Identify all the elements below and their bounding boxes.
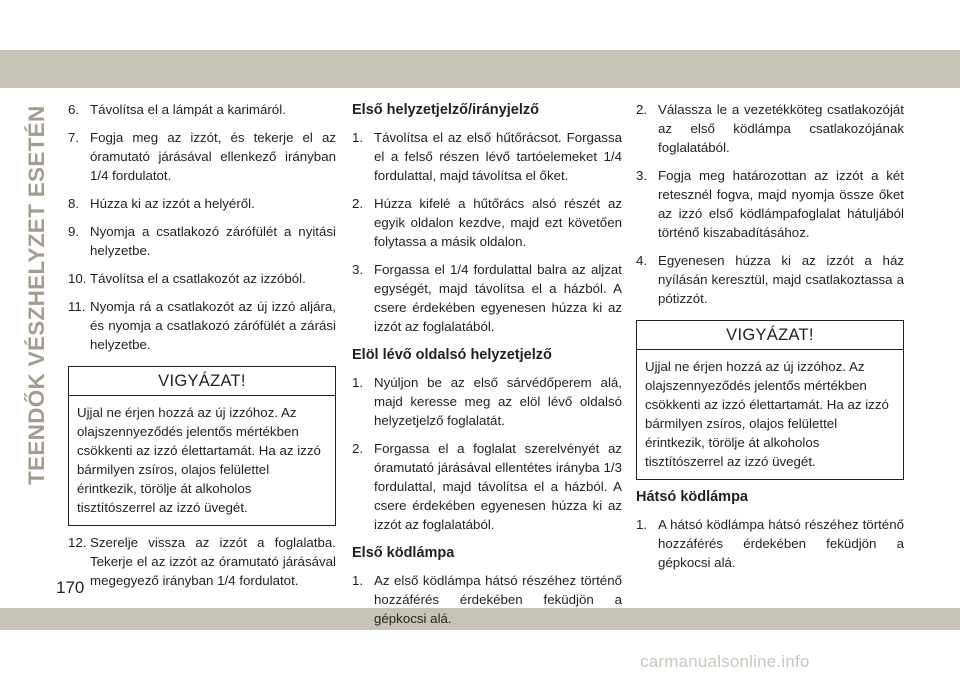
- list-item: 6. Távolítsa el a lámpát a karimáról.: [68, 102, 286, 117]
- section-heading: Első helyzetjelző/irányjelző: [352, 102, 539, 118]
- section-heading: Első ködlámpa: [352, 545, 455, 561]
- warning-title: VIGYÁZAT!: [69, 367, 335, 396]
- list-item: 1. A hátsó ködlámpa hátsó részéhez történő hozzáférés érdekében feküdjön a gépkocsi alá.: [636, 517, 904, 570]
- list-item: 2. Válassza le a vezetékköteg csatlakozóját az első ködlámpa csatlakozójának foglalatából.: [636, 102, 904, 155]
- list-item: 8. Húzza ki az izzót a helyéről.: [68, 196, 255, 211]
- list-item: 1. Nyúljon be az első sárvédőperem alá, majd keresse meg az elöl lévő oldalsó helyzetjelző foglalatát.: [352, 375, 622, 428]
- watermark-text: carmanualsonline.info: [640, 652, 810, 671]
- page-number: 170: [56, 578, 85, 597]
- list-item: 2. Forgassa el a foglalat szerelvényét az óramutató járásával ellentétes irányba 1/3 fordulattal, majd távolítsa el a házból. A csere érdekében egyenesen húzza ki az izzót az foglalatából.: [352, 441, 622, 532]
- list-item: 10. Távolítsa el a csatlakozót az izzóból.: [68, 271, 306, 286]
- list-item: 7. Fogja meg az izzót, és tekerje el az óramutató járásával ellenkező irányban 1/4 fordulatot.: [68, 130, 336, 183]
- warning-box: [636, 320, 904, 480]
- list-item: 3. Fogja meg határozottan az izzót a két retesznél fogva, majd nyomja össze őket az izzó első ködlámpafoglalat hátuljából történő kiszabadításához.: [636, 168, 904, 240]
- column-1: [68, 100, 336, 599]
- list-item: 11. Nyomja rá a csatlakozót az új izzó aljára, és nyomja a csatlakozó zárófülét a zárási helyzetbe.: [68, 299, 336, 352]
- list-item: 2. Húzza kifelé a hűtőrács alsó részét az egyik oldalon kezdve, majd ezt követően folytassa a másik oldalon.: [352, 196, 622, 249]
- list-item: 12. Szerelje vissza az izzót a foglalatba. Tekerje el az izzót az óramutató járásával megegyező irányban 1/4 fordulatot.: [68, 535, 336, 588]
- list-item: 4. Egyenesen húzza ki az izzót a ház nyílásán keresztül, majd csatlakoztassa a pótizzót.: [636, 253, 904, 306]
- warning-title: VIGYÁZAT!: [637, 321, 903, 350]
- list-item: 1. Az első ködlámpa hátsó részéhez történő hozzáférés érdekében feküdjön a gépkocsi alá.: [352, 573, 622, 626]
- section-heading: Elöl lévő oldalsó helyzetjelző: [352, 347, 552, 363]
- warning-box: [68, 366, 336, 526]
- header-band: [0, 50, 960, 88]
- column-2: [352, 100, 622, 637]
- warning-body: Ujjal ne érjen hozzá az új izzóhoz. Az olajszennyeződés jelentős mértékben csökkenti az izzó élettartamát. Ha az izzó bármilyen zsíros, olajos felülettel érintkezik, törölje át alkoholos tisztítószerrel az izzó üvegét.: [77, 405, 321, 515]
- column-3: [636, 100, 904, 581]
- section-heading: Hátsó ködlámpa: [636, 489, 748, 505]
- list-item: 1. Távolítsa el az első hűtőrácsot. Forgassa el a felső részen lévő tartóelemeket 1/4 fordulattal, majd távolítsa el őket.: [352, 130, 622, 183]
- section-side-title: TEENDŐK VÉSZHELYZET ESETÉN: [24, 105, 49, 485]
- list-item: 9. Nyomja a csatlakozó zárófülét a nyitási helyzetbe.: [68, 224, 336, 258]
- list-item: 3. Forgassa el 1/4 fordulattal balra az aljzat egységét, majd távolítsa el a házból. A csere érdekében egyenesen húzza ki az izzót az foglalatából.: [352, 262, 622, 334]
- warning-body: Ujjal ne érjen hozzá az új izzóhoz. Az olajszennyeződés jelentős mértékben csökkenti az izzó élettartamát. Ha az izzó bármilyen zsíros, olajos felülettel érintkezik, törölje át alkoholos tisztítószerrel az izzó üvegét.: [645, 359, 889, 469]
